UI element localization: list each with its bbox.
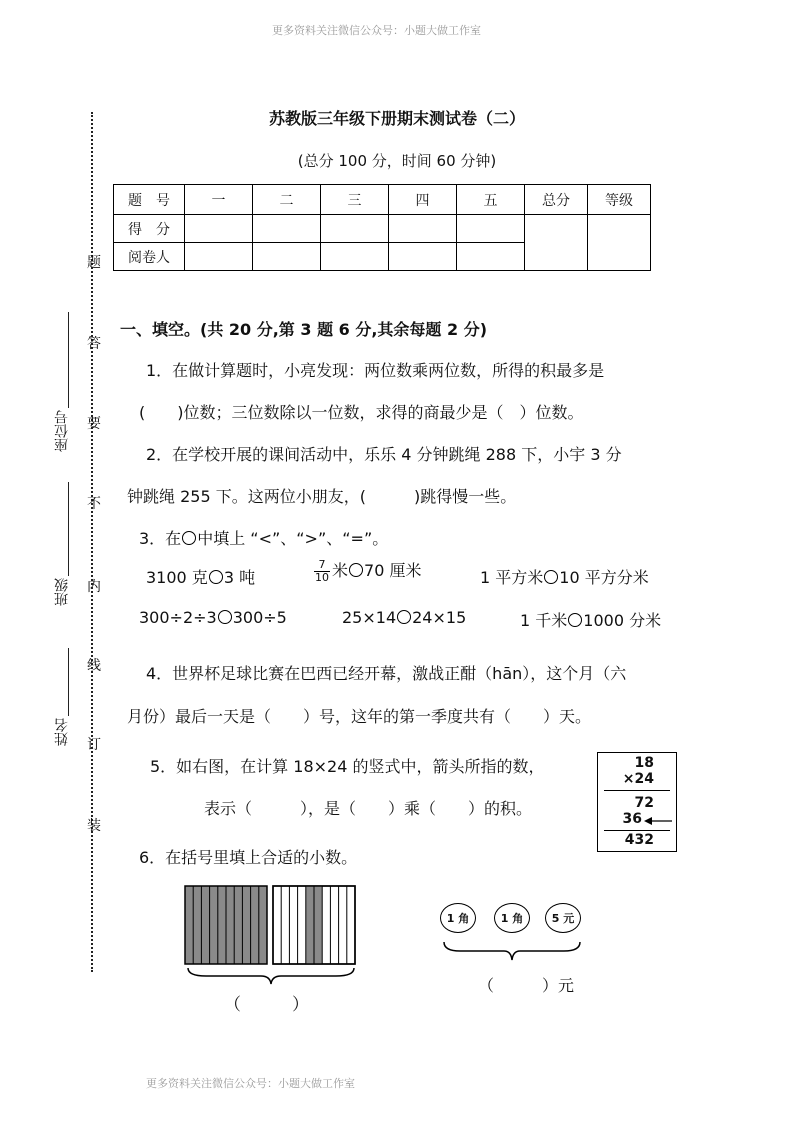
- q3-text-b: 中填上 “<”、“>”、“=”。: [197, 529, 389, 548]
- compare-item-c: 1 平方米 10 平方分米: [480, 568, 649, 587]
- class-field[interactable]: [68, 482, 69, 576]
- binding-char: 装: [87, 818, 101, 834]
- compare-item-e: 25×14 24×15: [342, 608, 467, 627]
- question-2-line-1: 2．在学校开展的课间活动中，乐乐 4 分钟跳绳 288 下，小宇 3 分: [146, 445, 622, 464]
- grader-cell[interactable]: [389, 243, 457, 271]
- score-header-grade: 等级: [588, 185, 651, 215]
- score-header-3: 三: [321, 185, 389, 215]
- question-5-line-1: 5．如右图，在计算 18×24 的竖式中，箭头所指的数，: [150, 757, 545, 776]
- question-4-line-2: 月份）最后一天是（ ）号，这年的第一季度共有（ ）天。: [127, 707, 592, 726]
- binding-char: 题: [87, 255, 101, 271]
- arrow-left-icon: [644, 815, 674, 827]
- score-cell[interactable]: [185, 215, 253, 243]
- grader-cell[interactable]: [185, 243, 253, 271]
- coin-1-jiao: 1 角: [494, 903, 530, 933]
- compare-circle[interactable]: [568, 613, 582, 627]
- score-cell[interactable]: [457, 215, 525, 243]
- grader-cell[interactable]: [253, 243, 321, 271]
- seat-number-field[interactable]: [68, 312, 69, 408]
- score-header-1: 一: [185, 185, 253, 215]
- question-4-line-1: 4．世界杯足球比赛在巴西已经开幕，激战正酣（hān），这个月（六: [146, 664, 627, 683]
- score-cell[interactable]: [253, 215, 321, 243]
- compare-circle[interactable]: [218, 610, 232, 624]
- compare-item-b: $\frac{7}{10}$ 米 70 厘米: [315, 558, 422, 584]
- compare-item-a: 3100 克 3 吨: [146, 568, 256, 587]
- name-field[interactable]: [68, 648, 69, 716]
- binding-dotted-line: [91, 112, 93, 972]
- answer-blank-right[interactable]: （ ）元: [478, 976, 575, 995]
- binding-char: 线: [87, 658, 101, 674]
- grader-row-label: 阅卷人: [114, 243, 185, 271]
- q3-text-a: 3．在: [139, 529, 182, 548]
- coin-5-yuan: 5 元: [545, 903, 581, 933]
- grader-cell[interactable]: [321, 243, 389, 271]
- question-2-line-2: 钟跳绳 255 下。这两位小朋友，( )跳得慢一些。: [127, 487, 517, 506]
- watermark-bottom: 更多资料关注微信公众号：小题大做工作室: [146, 1077, 355, 1090]
- question-5-line-2: 表示（ ），是（ ）乘（ ）的积。: [204, 799, 533, 818]
- seat-number-label: 座位号: [54, 410, 70, 452]
- binding-char: 要: [87, 416, 101, 432]
- total-score-cell[interactable]: [525, 215, 588, 271]
- answer-blank-left[interactable]: （ ）: [224, 995, 309, 1015]
- grader-cell[interactable]: [457, 243, 525, 271]
- score-header-4: 四: [389, 185, 457, 215]
- compare-circle[interactable]: [209, 570, 223, 584]
- compare-circle[interactable]: [349, 563, 363, 577]
- watermark-top: 更多资料关注微信公众号：小题大做工作室: [272, 24, 481, 37]
- score-table: [113, 184, 651, 271]
- coin-1-jiao: 1 角: [440, 903, 476, 933]
- decimal-grid-figure: [184, 885, 356, 967]
- score-header-2: 二: [253, 185, 321, 215]
- score-cell[interactable]: [321, 215, 389, 243]
- question-1-line-1: 1．在做计算题时，小亮发现：两位数乘两位数，所得的积最多是: [146, 361, 605, 380]
- exam-title: 苏教版三年级下册期末测试卷（二）: [268, 109, 525, 128]
- brace-icon: [442, 940, 582, 962]
- binding-char: 不: [87, 496, 101, 512]
- compare-item-f: 1 千米 1000 分米: [520, 611, 662, 630]
- class-label: 班级: [54, 578, 70, 606]
- section-heading: 一、填空。(共 20 分,第 3 题 6 分,其余每题 2 分): [120, 320, 488, 339]
- score-header-5: 五: [457, 185, 525, 215]
- name-label: 姓名: [54, 718, 70, 746]
- brace-icon: [186, 966, 356, 986]
- question-1-line-2: ( )位数；三位数除以一位数，求得的商最少是（ ）位数。: [139, 403, 584, 422]
- exam-subtitle: (总分 100 分，时间 60 分钟): [297, 152, 497, 170]
- compare-circle[interactable]: [544, 570, 558, 584]
- binding-char: 订: [87, 737, 101, 753]
- score-cell[interactable]: [389, 215, 457, 243]
- score-header-label: 题 号: [114, 185, 185, 215]
- compare-item-d: 300÷2÷3 300÷5: [139, 608, 287, 627]
- score-row-label: 得 分: [114, 215, 185, 243]
- grade-cell[interactable]: [588, 215, 651, 271]
- binding-char: 答: [87, 336, 101, 352]
- compare-circle[interactable]: [397, 610, 411, 624]
- question-6: 6．在括号里填上合适的小数。: [139, 848, 358, 867]
- circle-icon: [182, 531, 196, 545]
- vertical-multiplication: 18 ×24 72 36 432: [597, 752, 677, 852]
- question-3-instruction: [139, 526, 388, 549]
- binding-char: 内: [87, 579, 101, 595]
- score-header-total: 总分: [525, 185, 588, 215]
- fraction: $\frac{7}{10}$: [315, 558, 329, 584]
